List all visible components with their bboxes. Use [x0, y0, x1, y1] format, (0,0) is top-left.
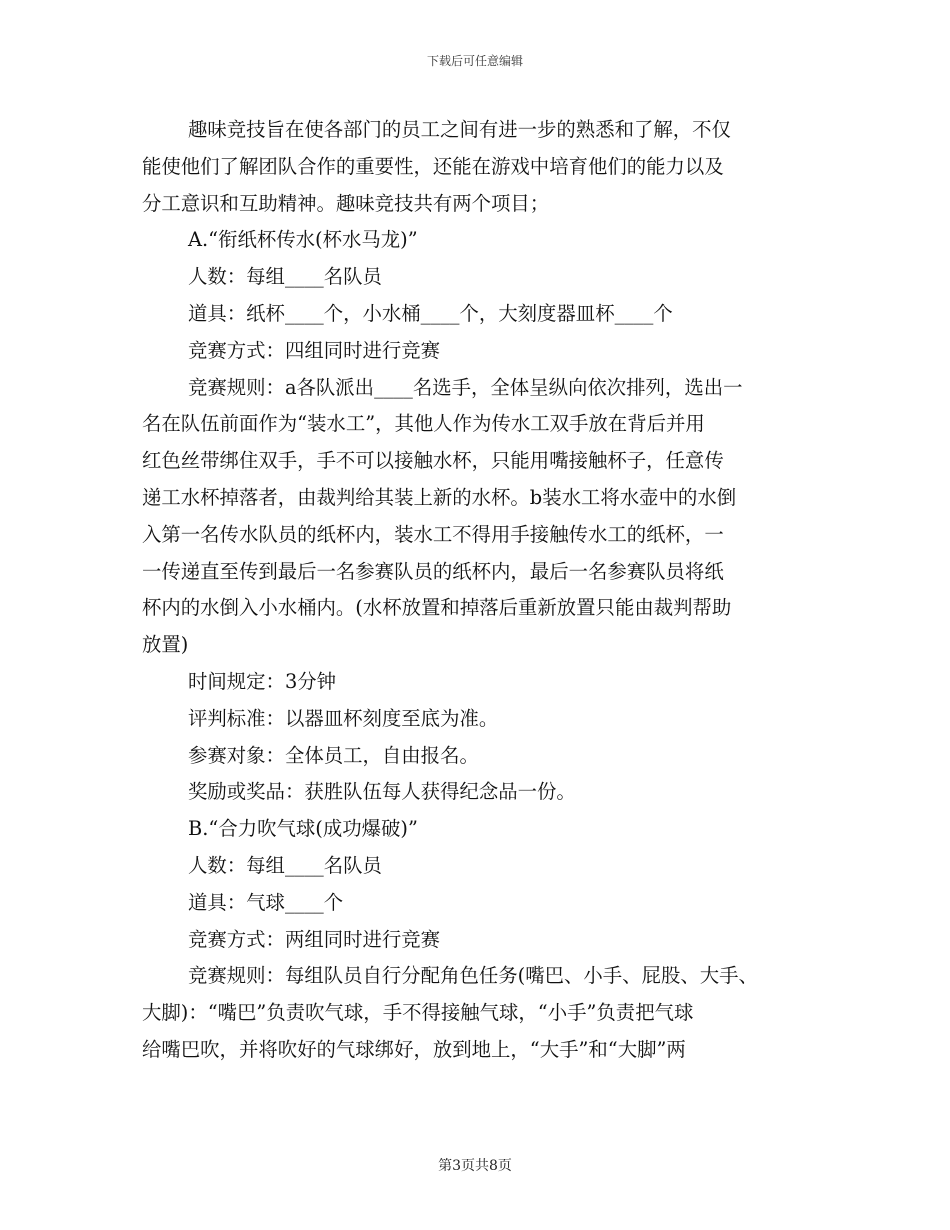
paragraph-line: 竞赛方式：两组同时进行竞赛	[188, 927, 441, 951]
paragraph-line: 道具：纸杯____个，小水桶____个，大刻度器皿杯____个	[188, 301, 673, 325]
paragraph-line: 趣味竞技旨在使各部门的员工之间有进一步的熟悉和了解，不仅	[188, 118, 731, 141]
paragraph-line: 人数：每组____名队员	[188, 265, 382, 289]
page-footer: 第3页共8页	[438, 1158, 512, 1174]
paragraph-line: 红色丝带绑住双手，手不可以接触水杯，只能用嘴接触杯子，任意传	[142, 449, 724, 473]
paragraph-line: 参赛对象：全体员工，自由报名。	[188, 743, 479, 767]
paragraph-line: 竞赛规则：每组队员自行分配角色任务(嘴巴、小手、屁股、大手、	[188, 964, 758, 988]
paragraph-line: 递工水杯掉落者，由裁判给其装上新的水杯。b装水工将水壶中的水倒	[142, 485, 737, 509]
paragraph-line: 大脚)：“嘴巴”负责吹气球，手不得接触气球，“小手”负责把气球	[142, 1001, 694, 1025]
paragraph-line: 放置)	[142, 633, 189, 657]
paragraph-line: 分工意识和互助精神。趣味竞技共有两个项目；	[142, 191, 550, 215]
paragraph-line: 奖励或奖品：获胜队伍每人获得纪念品一份。	[188, 780, 576, 804]
paragraph-line: 竞赛规则：a各队派出____名选手，全体呈纵向依次排列，选出一	[188, 375, 743, 399]
paragraph-line: 人数：每组____名队员	[188, 853, 382, 877]
paragraph-line: 评判标准：以器皿杯刻度至底为准。	[188, 706, 499, 730]
paragraph-line: 能使他们了解团队合作的重要性，还能在游戏中培育他们的能力以及	[142, 154, 724, 178]
paragraph-line: 杯内的水倒入小水桶内。(水杯放置和掉落后重新放置只能由裁判帮助	[142, 596, 732, 620]
paragraph-line: 道具：气球____个	[188, 890, 344, 914]
page-header: 下载后可任意编辑	[426, 54, 523, 68]
paragraph-line: 给嘴巴吹，并将吹好的气球绑好，放到地上，“大手”和“大脚”两	[142, 1037, 686, 1061]
section-heading-b: B.“合力吹气球(成功爆破)”	[188, 817, 418, 841]
paragraph-line: 一传递直至传到最后一名参赛队员的纸杯内，最后一名参赛队员将纸	[142, 559, 724, 583]
paragraph-line: 名在队伍前面作为“装水工”，其他人作为传水工双手放在背后并用	[142, 412, 705, 436]
paragraph-line: 时间规定：3分钟	[188, 669, 337, 693]
paragraph-line: 竞赛方式：四组同时进行竞赛	[188, 338, 441, 362]
paragraph-line: 入第一名传水队员的纸杯内，装水工不得用手接触传水工的纸杯，一	[142, 522, 724, 546]
document-body	[142, 112, 812, 1069]
section-heading-a: A.“衔纸杯传水(杯水马龙)”	[188, 228, 418, 252]
